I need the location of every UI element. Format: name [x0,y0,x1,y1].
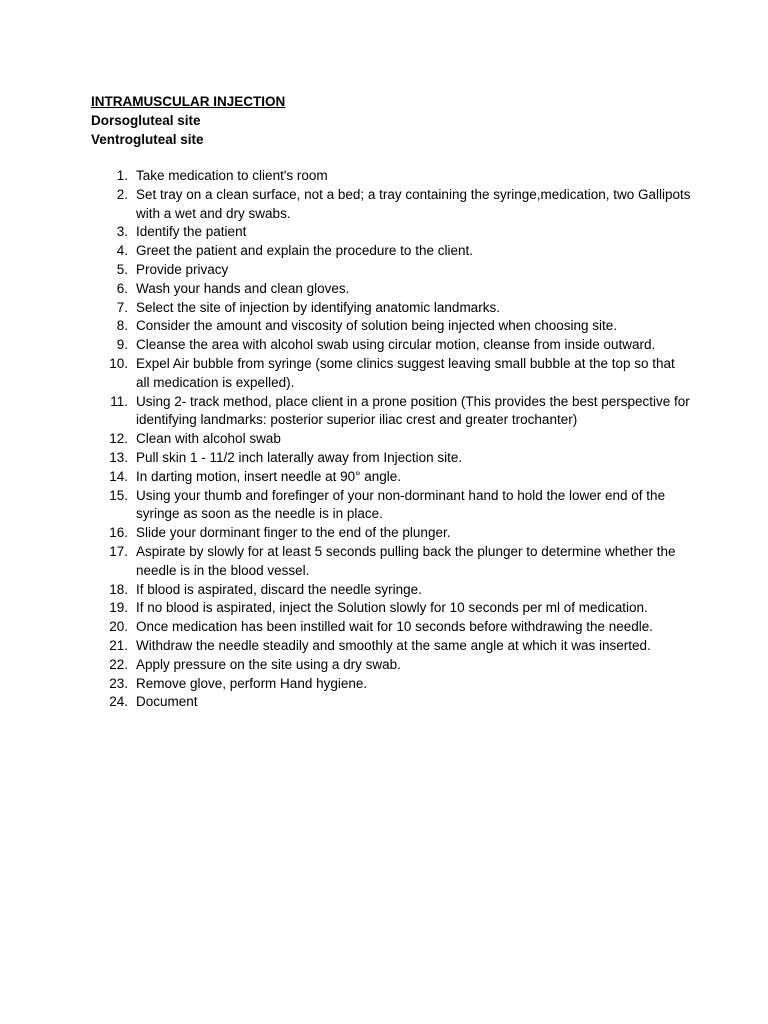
step-item [91,299,691,318]
step-number: 21. [109,637,128,653]
step-number: 15. [109,487,128,503]
step-item [91,599,691,618]
step-number: 20. [109,619,128,635]
step-text: Set tray on a clean surface, not a bed; a tray containing the syringe,medication, two Gallipots with a wet and dry swabs. [136,186,691,221]
document-title: INTRAMUSCULAR INJECTION [91,94,286,109]
step-item [91,468,691,487]
step-text: Slide your dorminant finger to the end of the plunger. [136,525,451,541]
step-text: Document [136,694,198,710]
step-number: 13. [109,449,128,465]
step-item [91,393,691,431]
step-item [91,581,691,600]
step-text: If no blood is aspirated, inject the Solution slowly for 10 seconds per ml of medication. [136,600,648,616]
procedure-steps-list [91,167,691,712]
heading-block [91,92,285,149]
step-item [91,675,691,694]
step-item [91,317,691,336]
step-text: Apply pressure on the site using a dry swab. [136,656,401,672]
step-text: Greet the patient and explain the procedure to the client. [136,243,473,259]
step-item [91,524,691,543]
step-number: 4. [116,243,128,259]
step-number: 17. [109,543,128,559]
step-number: 6. [116,280,128,296]
step-number: 18. [109,581,128,597]
step-item [91,355,691,393]
step-number: 10. [109,355,128,371]
step-text: Once medication has been instilled wait for 10 seconds before withdrawing the needle. [136,619,654,635]
step-text: Provide privacy [136,261,229,277]
step-number: 9. [116,337,128,353]
step-text: If blood is aspirated, discard the needle syringe. [136,581,422,597]
step-text: Expel Air bubble from syringe (some clinics suggest leaving small bubble at the top so that all medication is expelled). [136,355,675,390]
step-item [91,693,691,712]
step-text: Aspirate by slowly for at least 5 seconds pulling back the plunger to determine whether the needle is in the blood vessel. [136,543,676,578]
step-item [91,449,691,468]
step-text: Withdraw the needle steadily and smoothly at the same angle at which it was inserted. [136,637,651,653]
step-number: 11. [110,393,128,409]
step-number: 19. [109,600,128,616]
step-number: 22. [109,656,128,672]
step-text: Consider the amount and viscosity of solution being injected when choosing site. [136,318,618,334]
step-number: 7. [116,299,128,315]
step-item [91,618,691,637]
step-item [91,167,691,186]
step-text: Select the site of injection by identifying anatomic landmarks. [136,299,500,315]
step-number: 12. [109,431,128,447]
step-text: Wash your hands and clean gloves. [136,280,350,296]
step-item [91,261,691,280]
subtitle-ventrogluteal: Ventrogluteal site [91,132,204,147]
step-number: 2. [116,186,128,202]
step-number: 3. [116,224,128,240]
step-text: Cleanse the area with alcohol swab using circular motion, cleanse from inside outward. [136,337,656,353]
step-number: 23. [109,675,128,691]
step-number: 16. [109,525,128,541]
step-number: 1. [116,168,128,183]
step-text: Identify the patient [136,224,247,240]
step-text: Pull skin 1 - 11/2 inch laterally away from Injection site. [136,449,463,465]
step-number: 24. [109,694,128,710]
step-text: Using your thumb and forefinger of your non-dorminant hand to hold the lower end of the syringe as soon as the needle is in place. [136,487,666,522]
step-number: 8. [116,318,128,334]
step-text: Clean with alcohol swab [136,431,281,447]
step-item [91,487,691,525]
step-item [91,280,691,299]
step-text: Using 2- track method, place client in a prone position (This provides the best perspective for identifying landmarks: posterior superior iliac crest and greater trochanter) [136,393,690,428]
step-item [91,656,691,675]
step-text: In darting motion, insert needle at 90° angle. [136,468,402,484]
step-item [91,242,691,261]
step-number: 14. [109,468,128,484]
step-number: 5. [116,261,128,277]
step-text: Take medication to client's room [136,168,328,183]
step-item [91,543,691,581]
step-item [91,223,691,242]
step-item [91,430,691,449]
step-item [91,186,691,224]
subtitle-dorsogluteal: Dorsogluteal site [91,113,201,128]
step-item [91,336,691,355]
step-text: Remove glove, perform Hand hygiene. [136,675,368,691]
step-item [91,637,691,656]
